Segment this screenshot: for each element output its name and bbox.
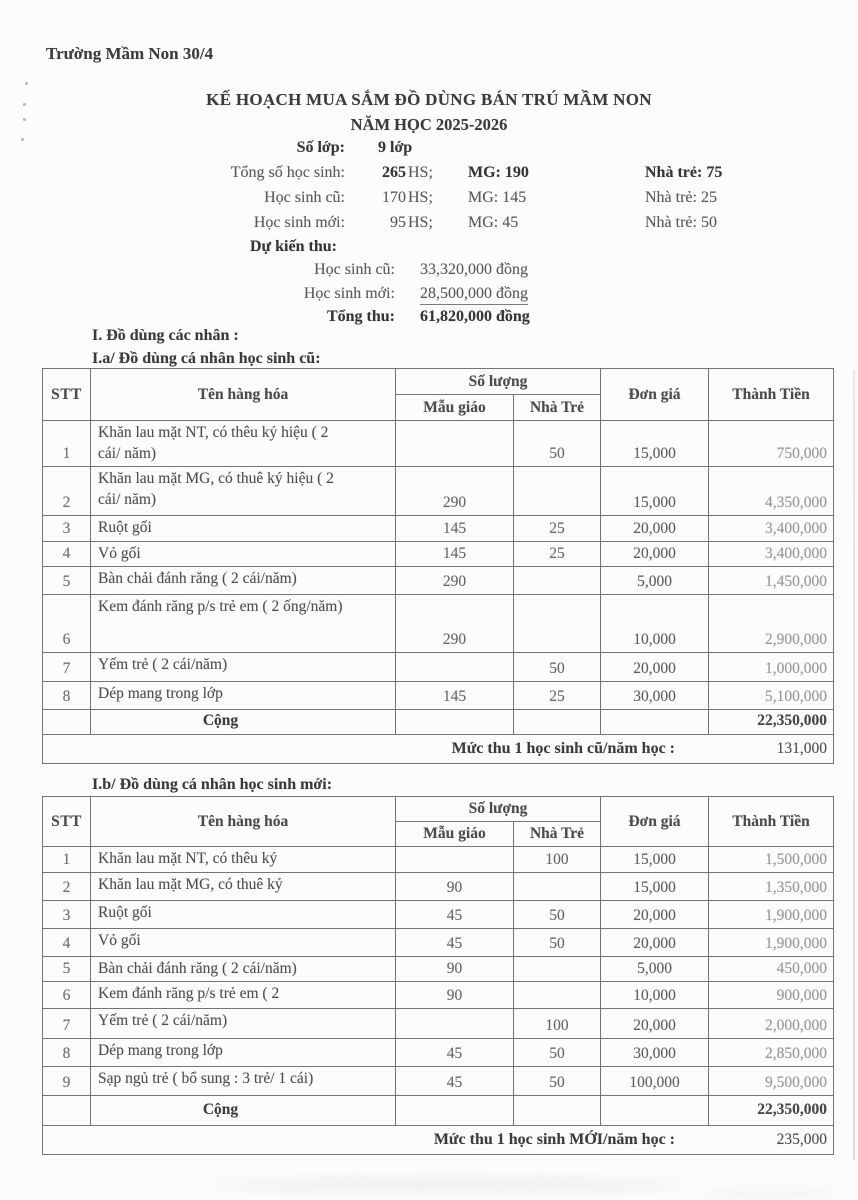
header-quantity: Số lượng	[396, 797, 601, 822]
revenue-new-label: Học sinh mới:	[303, 285, 395, 302]
total-students-value: 265	[382, 164, 406, 181]
cell-total: 900,000	[709, 982, 834, 1009]
cell-item-name: Kem đánh răng p/s trẻ em ( 2 ống/năm)	[91, 595, 396, 653]
hs-unit: HS;	[408, 189, 433, 206]
table-row	[43, 421, 834, 467]
school-name: Trường Mầm Non 30/4	[46, 44, 214, 63]
table-row	[43, 567, 834, 595]
cell-stt: 1	[43, 421, 91, 467]
cell-qty-nt: 50	[514, 1039, 601, 1067]
fee-per-new-student-label: Mức thu 1 học sinh MỚI/năm học :	[433, 1131, 675, 1148]
scan-smudge	[210, 1178, 690, 1192]
cell-stt: 4	[43, 542, 91, 567]
cell-total: 2,000,000	[709, 1009, 834, 1039]
scan-artifact-dot	[25, 82, 28, 85]
revenue-total-label: Tổng thu:	[326, 308, 395, 325]
header-nt: Nhà Trẻ	[514, 822, 601, 847]
cell-unit-price	[601, 1096, 709, 1126]
mg-count: MG: 45	[468, 214, 519, 231]
cell-item-name: Kem đánh răng p/s trẻ em ( 2	[91, 982, 396, 1009]
revenue-total-value: 61,820,000 đồng	[420, 308, 530, 325]
cell-qty-mg: 145	[396, 682, 514, 710]
so-lop-value: 9 lớp	[378, 139, 413, 156]
cell-stt: 7	[43, 653, 91, 682]
cell-stt: 5	[43, 567, 91, 595]
fee-row	[43, 735, 834, 764]
table-row	[43, 1039, 834, 1067]
table-row	[43, 957, 834, 982]
nt-count: Nhà trẻ: 25	[645, 189, 717, 206]
table-old-students	[42, 368, 834, 764]
table-row	[43, 467, 834, 516]
hs-unit: HS;	[408, 164, 433, 181]
cell-qty-mg: 45	[396, 929, 514, 957]
cell-qty-nt: 25	[514, 542, 601, 567]
header-quantity: Số lượng	[396, 369, 601, 395]
cell-total: 3,400,000	[709, 516, 834, 542]
revenue-new-value: 28,500,000 đồng	[420, 285, 528, 305]
cell-total: 9,500,000	[709, 1067, 834, 1096]
cell-stt: 2	[43, 467, 91, 516]
cell-qty-nt: 50	[514, 901, 601, 929]
cell-total: 1,350,000	[709, 873, 834, 901]
sum-label: Cộng	[91, 1096, 396, 1126]
cell-unit-price: 30,000	[601, 1039, 709, 1067]
cell-qty-mg	[396, 653, 514, 682]
cell-stt: 8	[43, 682, 91, 710]
cell-unit-price: 20,000	[601, 653, 709, 682]
sum-value: 22,350,000	[709, 1096, 834, 1126]
cell-total: 1,900,000	[709, 929, 834, 957]
cell-qty-mg: 290	[396, 595, 514, 653]
scan-smudge	[700, 1188, 840, 1198]
fee-cell	[43, 1126, 834, 1155]
table-row	[43, 1067, 834, 1096]
cell-total: 450,000	[709, 957, 834, 982]
cell-unit-price: 20,000	[601, 929, 709, 957]
cell-qty-nt: 50	[514, 1067, 601, 1096]
fee-per-old-student-label: Mức thu 1 học sinh cũ/năm học :	[451, 740, 675, 757]
table-row	[43, 595, 834, 653]
subsection-b-heading: I.b/ Đồ dùng cá nhân học sinh mới:	[92, 776, 333, 793]
cell-stt: 3	[43, 901, 91, 929]
cell-qty-nt	[514, 1096, 601, 1126]
cell-qty-nt	[514, 467, 601, 516]
header-item-name: Tên hàng hóa	[91, 369, 396, 421]
cell-unit-price: 15,000	[601, 847, 709, 873]
header-total: Thành Tiền	[709, 369, 834, 421]
mg-count: MG: 145	[468, 189, 527, 206]
cell-unit-price: 20,000	[601, 542, 709, 567]
cell-item-name: Vỏ gối	[91, 542, 396, 567]
cell-stt: 6	[43, 595, 91, 653]
cell-stt: 6	[43, 982, 91, 1009]
sum-row	[43, 710, 834, 735]
cell-qty-mg	[396, 847, 514, 873]
header-total: Thành Tiền	[709, 797, 834, 847]
cell-unit-price: 10,000	[601, 982, 709, 1009]
page-edge-shadow	[853, 370, 855, 1160]
hs-unit: HS;	[408, 214, 433, 231]
cell-stt: 7	[43, 1009, 91, 1039]
cell-unit-price: 20,000	[601, 1009, 709, 1039]
revenue-old-label: Học sinh cũ:	[314, 261, 395, 278]
cell-qty-mg	[396, 710, 514, 735]
cell-unit-price	[601, 710, 709, 735]
cell-stt	[43, 1096, 91, 1126]
sum-value: 22,350,000	[709, 710, 834, 735]
fee-per-new-student-value: 235,000	[776, 1131, 827, 1148]
cell-item-name: Khăn lau mặt MG, có thuê ký	[91, 873, 396, 901]
subsection-a-heading: I.a/ Đồ dùng cá nhân học sinh cũ:	[92, 350, 321, 367]
header-unit-price: Đơn giá	[601, 797, 709, 847]
table-row	[43, 982, 834, 1009]
cell-total: 4,350,000	[709, 467, 834, 516]
cell-item-name: Khăn lau mặt MG, có thuê ký hiệu ( 2 cái/ năm)	[91, 467, 396, 516]
header-stt: STT	[43, 369, 91, 421]
table-row	[43, 1009, 834, 1039]
cell-qty-mg: 45	[396, 1067, 514, 1096]
cell-unit-price: 100,000	[601, 1067, 709, 1096]
cell-total: 750,000	[709, 421, 834, 467]
sum-label: Cộng	[91, 710, 396, 735]
header-item-name: Tên hàng hóa	[91, 797, 396, 847]
cell-qty-mg	[396, 421, 514, 467]
nt-count: Nhà trẻ: 75	[645, 164, 723, 181]
cell-total: 2,900,000	[709, 595, 834, 653]
table-row	[43, 516, 834, 542]
cell-qty-nt	[514, 982, 601, 1009]
document-subtitle: NĂM HỌC 2025-2026	[350, 115, 508, 134]
cell-total: 3,400,000	[709, 542, 834, 567]
cell-stt: 8	[43, 1039, 91, 1067]
header-mg: Mẫu giáo	[396, 822, 514, 847]
section-heading: I. Đồ dùng các nhân :	[92, 327, 239, 344]
cell-item-name: Yếm trẻ ( 2 cái/năm)	[91, 1009, 396, 1039]
cell-item-name: Dép mang trong lớp	[91, 682, 396, 710]
cell-qty-nt: 25	[514, 682, 601, 710]
cell-unit-price: 20,000	[601, 901, 709, 929]
table-row	[43, 542, 834, 567]
sum-row	[43, 1096, 834, 1126]
cell-qty-mg: 290	[396, 467, 514, 516]
cell-qty-mg: 90	[396, 957, 514, 982]
cell-qty-mg: 45	[396, 901, 514, 929]
cell-item-name: Ruột gối	[91, 516, 396, 542]
cell-qty-nt	[514, 873, 601, 901]
table-row	[43, 873, 834, 901]
cell-unit-price: 10,000	[601, 595, 709, 653]
cell-qty-mg: 145	[396, 516, 514, 542]
cell-qty-nt: 100	[514, 1009, 601, 1039]
table-row	[43, 653, 834, 682]
cell-qty-mg: 145	[396, 542, 514, 567]
table-row	[43, 929, 834, 957]
table-new-students	[42, 796, 834, 1155]
header-stt: STT	[43, 797, 91, 847]
cell-item-name: Ruột gối	[91, 901, 396, 929]
total-students-label: Tổng số học sinh:	[230, 164, 345, 181]
cell-item-name: Yếm trẻ ( 2 cái/năm)	[91, 653, 396, 682]
header-unit-price: Đơn giá	[601, 369, 709, 421]
cell-item-name: Khăn lau mặt NT, có thêu ký hiệu ( 2 cái/ năm)	[91, 421, 396, 467]
cell-stt: 3	[43, 516, 91, 542]
old-students-label: Học sinh cũ:	[264, 189, 345, 206]
cell-qty-nt: 50	[514, 929, 601, 957]
cell-stt: 4	[43, 929, 91, 957]
header-nt: Nhà Trẻ	[514, 395, 601, 421]
document-title: KẾ HOẠCH MUA SẮM ĐỒ DÙNG BÁN TRÚ MẦM NON	[206, 90, 652, 109]
cell-unit-price: 5,000	[601, 567, 709, 595]
cell-unit-price: 15,000	[601, 421, 709, 467]
cell-stt: 5	[43, 957, 91, 982]
cell-qty-mg	[396, 1009, 514, 1039]
cell-total: 2,850,000	[709, 1039, 834, 1067]
cell-item-name: Vỏ gối	[91, 929, 396, 957]
cell-total: 5,100,000	[709, 682, 834, 710]
cell-qty-nt: 50	[514, 421, 601, 467]
cell-item-name: Dép mang trong lớp	[91, 1039, 396, 1067]
cell-item-name: Bàn chải đánh răng ( 2 cái/năm)	[91, 567, 396, 595]
cell-qty-nt: 100	[514, 847, 601, 873]
cell-qty-mg: 290	[396, 567, 514, 595]
cell-qty-nt: 25	[514, 516, 601, 542]
cell-unit-price: 15,000	[601, 467, 709, 516]
cell-stt: 2	[43, 873, 91, 901]
cell-stt: 1	[43, 847, 91, 873]
old-students-value: 170	[382, 189, 406, 206]
expected-revenue-heading: Dự kiến thu:	[250, 238, 337, 255]
cell-unit-price: 5,000	[601, 957, 709, 982]
cell-total: 1,500,000	[709, 847, 834, 873]
cell-stt: 9	[43, 1067, 91, 1096]
cell-unit-price: 15,000	[601, 873, 709, 901]
fee-row	[43, 1126, 834, 1155]
cell-item-name: Khăn lau mặt NT, có thêu ký	[91, 847, 396, 873]
scan-artifact-dot	[21, 138, 24, 141]
cell-unit-price: 30,000	[601, 682, 709, 710]
cell-total: 1,000,000	[709, 653, 834, 682]
so-lop-label: Số lớp:	[296, 139, 345, 156]
cell-qty-nt	[514, 595, 601, 653]
cell-qty-nt	[514, 567, 601, 595]
cell-qty-mg: 90	[396, 873, 514, 901]
table-row	[43, 901, 834, 929]
cell-total: 1,900,000	[709, 901, 834, 929]
mg-count: MG: 190	[468, 164, 529, 181]
cell-qty-mg: 90	[396, 982, 514, 1009]
cell-item-name: Sạp ngủ trẻ ( bổ sung : 3 trẻ/ 1 cái)	[91, 1067, 396, 1096]
cell-total: 1,450,000	[709, 567, 834, 595]
header-mg: Mẫu giáo	[396, 395, 514, 421]
fee-cell	[43, 735, 834, 764]
cell-qty-mg: 45	[396, 1039, 514, 1067]
new-students-label: Học sinh mới:	[253, 214, 345, 231]
revenue-old-value: 33,320,000 đồng	[420, 261, 528, 278]
cell-qty-nt: 50	[514, 653, 601, 682]
cell-qty-nt	[514, 710, 601, 735]
cell-item-name: Bàn chải đánh răng ( 2 cái/năm)	[91, 957, 396, 982]
cell-unit-price: 20,000	[601, 516, 709, 542]
new-students-value: 95	[390, 214, 406, 231]
cell-qty-mg	[396, 1096, 514, 1126]
cell-qty-nt	[514, 957, 601, 982]
table-row	[43, 682, 834, 710]
fee-per-old-student-value: 131,000	[776, 740, 827, 757]
nt-count: Nhà trẻ: 50	[645, 214, 717, 231]
cell-stt	[43, 710, 91, 735]
table-row	[43, 847, 834, 873]
